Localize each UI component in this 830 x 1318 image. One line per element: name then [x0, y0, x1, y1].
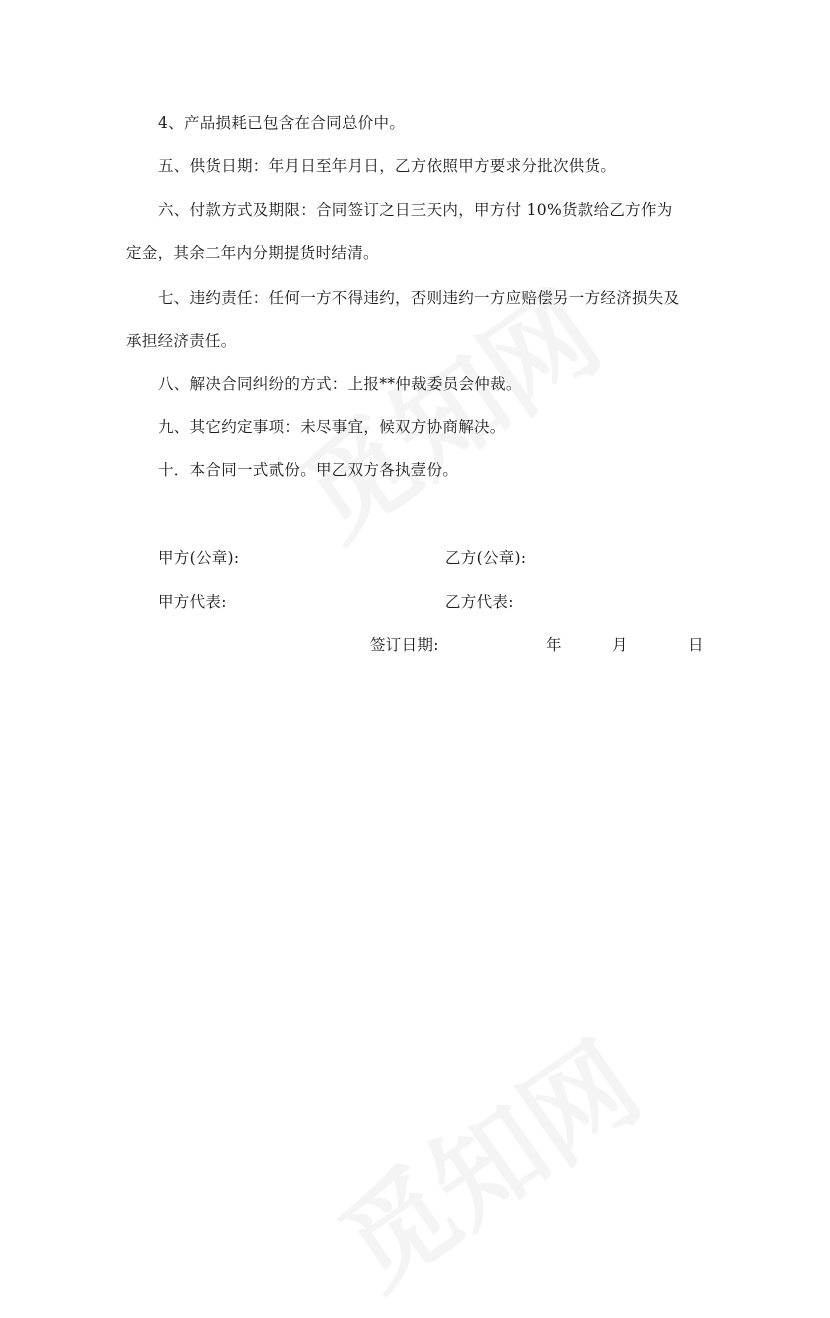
clause-6-line1: 六、付款方式及期限：合同签订之日三天内，甲方付 10%货款给乙方作为	[158, 201, 673, 219]
party-a-seal-label: 甲方(公章):	[158, 549, 240, 567]
clause-4: 4、产品损耗已包含在合同总价中。	[158, 114, 406, 132]
sign-date-day: 日	[688, 636, 704, 654]
clause-10: 十．本合同一式贰份。甲乙双方各执壹份。	[158, 461, 459, 479]
clause-7-line1: 七、违约责任：任何一方不得违约，否则违约一方应赔偿另一方经济损失及	[158, 289, 680, 307]
sign-date-month: 月	[612, 636, 628, 654]
party-b-rep-label: 乙方代表:	[445, 593, 514, 611]
clause-5: 五、供货日期：年月日至年月日，乙方依照甲方要求分批次供货。	[158, 157, 617, 175]
clause-6-line2: 定金，其余二年内分期提货时结清。	[126, 244, 379, 262]
clause-8: 八、解决合同纠纷的方式：上报**仲裁委员会仲裁。	[158, 375, 522, 393]
watermark-bottom	[305, 1000, 666, 1318]
party-a-rep-label: 甲方代表:	[158, 593, 227, 611]
clause-7-line2: 承担经济责任。	[126, 332, 237, 350]
sign-date-year: 年	[546, 636, 562, 654]
clause-9: 九、其它约定事项：未尽事宜，候双方协商解决。	[158, 418, 506, 436]
party-b-seal-label: 乙方(公章):	[445, 549, 527, 567]
sign-date-label: 签订日期:	[370, 636, 439, 654]
